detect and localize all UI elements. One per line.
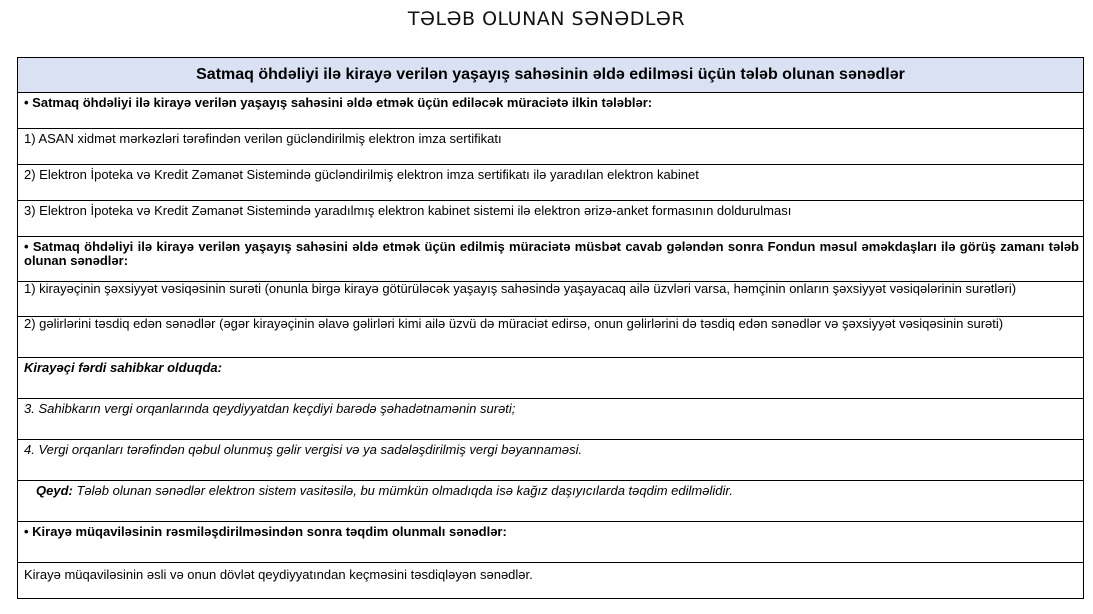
- note-text: Tələb olunan sənədlər elektron sistem vasitəsilə, bu mümkün olmadıqda isə kağız daşıyıcılarda təqdim edilməlidir.: [76, 483, 733, 498]
- documents-table: [17, 57, 1084, 599]
- table-row: [18, 399, 1084, 440]
- table-row: [18, 317, 1084, 358]
- section1-item-1: 1) ASAN xidmət mərkəzləri tərəfindən verilən gücləndirilmiş elektron imza sertifikatı: [18, 129, 1084, 165]
- section2-heading: • Satmaq öhdəliyi ilə kirayə verilən yaşayış sahəsini əldə etmək üçün edilmiş müraciətə müsbət cavab gələndən sonra Fondun məsul əməkdaşları ilə görüş zamanı tələb olunan sənədlər:: [18, 237, 1084, 282]
- section3-item: Kirayə müqaviləsinin əsli və onun dövlət qeydiyyatından keçməsini təsdiqləyən sənədlər.: [18, 563, 1084, 599]
- table-header-row: [18, 58, 1084, 93]
- section2-item-2: 2) gəlirlərini təsdiq edən sənədlər (əgər kirayəçinin əlavə gəlirləri kimi ailə üzvü də müraciət edirsə, onun gəlirlərini də təsdiq edən sənədlər və şəxsiyyət vəsiqəsinin surəti): [18, 317, 1084, 358]
- section2-item-1: 1) kirayəçinin şəxsiyyət vəsiqəsinin surəti (onunla birgə kirayə götürüləcək yaşayış sahəsində yaşayacaq ailə üzvləri varsa, həmçinin onların şəxsiyyət vəsiqələrinin surətləri): [18, 282, 1084, 317]
- table-row: [18, 440, 1084, 481]
- table-row: [18, 129, 1084, 165]
- section3-heading: • Kirayə müqaviləsinin rəsmiləşdirilməsindən sonra təqdim olunmalı sənədlər:: [18, 522, 1084, 563]
- table-row: [18, 93, 1084, 129]
- table-row: [18, 358, 1084, 399]
- page-title: TƏLƏB OLUNAN SƏNƏDLƏR: [407, 8, 686, 30]
- section1-item-3: 3) Elektron İpoteka və Kredit Zəmanət Sistemində yaradılmış elektron kabinet sistemi ilə elektron ərizə-anket formasının doldurulması: [18, 201, 1084, 237]
- table-row: [18, 563, 1084, 599]
- table-row: [18, 282, 1084, 317]
- table-row: [18, 522, 1084, 563]
- entrepreneur-item-3: 3. Sahibkarın vergi orqanlarında qeydiyyatdan keçdiyi barədə şəhadətnamənin surəti;: [18, 399, 1084, 440]
- note-label: Qeyd:: [36, 483, 73, 498]
- entrepreneur-heading: Kirayəçi fərdi sahibkar olduqda:: [18, 358, 1084, 399]
- table-row: [18, 201, 1084, 237]
- note-cell: [18, 481, 1084, 522]
- table-row: [18, 481, 1084, 522]
- table-row: [18, 237, 1084, 282]
- table-header: Satmaq öhdəliyi ilə kirayə verilən yaşayış sahəsinin əldə edilməsi üçün tələb olunan sənədlər: [18, 58, 1084, 93]
- entrepreneur-item-4: 4. Vergi orqanları tərəfindən qəbul olunmuş gəlir vergisi və ya sadələşdirilmiş vergi bəyannaməsi.: [18, 440, 1084, 481]
- section1-heading: • Satmaq öhdəliyi ilə kirayə verilən yaşayış sahəsini əldə etmək üçün ediləcək müraciətə ilkin tələblər:: [18, 93, 1084, 129]
- section1-item-2: 2) Elektron İpoteka və Kredit Zəmanət Sistemində gücləndirilmiş elektron imza sertifikatı ilə yaradılan elektron kabinet: [18, 165, 1084, 201]
- table-row: [18, 165, 1084, 201]
